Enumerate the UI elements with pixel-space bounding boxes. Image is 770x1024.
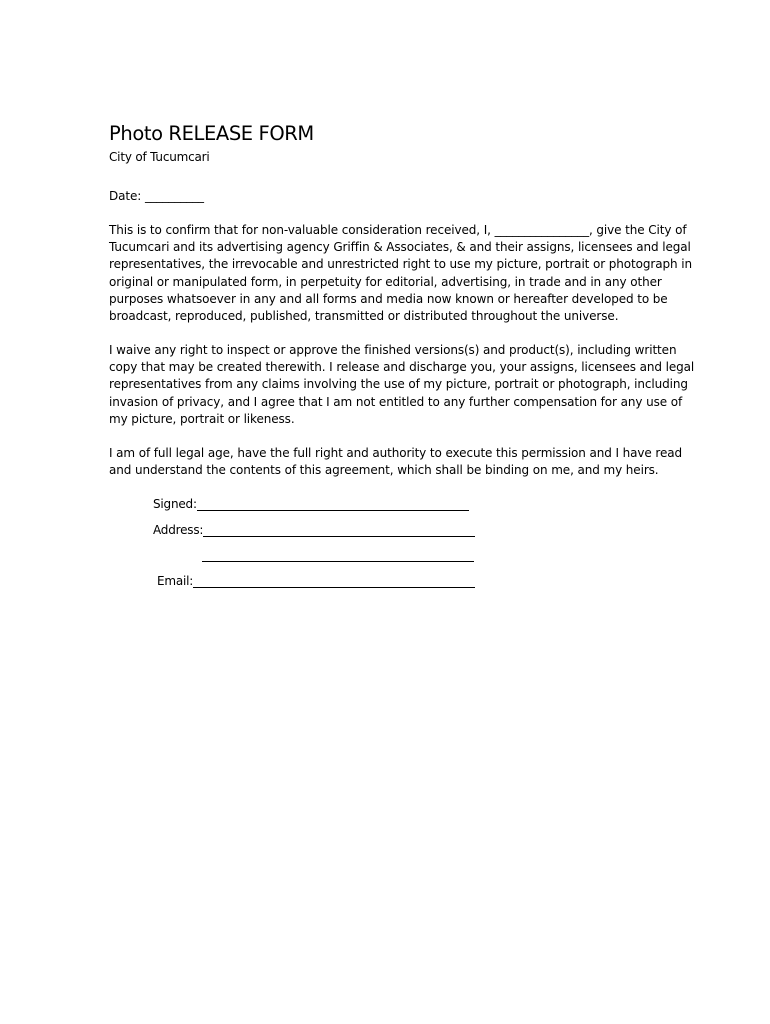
paragraph-line: Tucumcari and its advertising agency Griffin & Associates, & and their assigns, licensees and legal (109, 240, 691, 255)
paragraph-line: representatives from any claims involving the use of my picture, portrait or photograph, including (109, 377, 688, 392)
address-field[interactable] (203, 524, 475, 537)
paragraph-line: broadcast, reproduced, published, transmitted or distributed throughout the universe. (109, 309, 619, 324)
paragraph-line: copy that may be created therewith. I release and discharge you, your assigns, licensees and legal (109, 360, 695, 375)
email-label: Email: (157, 574, 194, 588)
address-row (153, 523, 475, 537)
paragraph-line: This is to confirm that for non-valuable consideration received, I, ________________, give the City of (109, 223, 687, 237)
paragraph-line: my picture, portrait or likeness. (109, 411, 295, 426)
email-field[interactable] (193, 575, 475, 588)
document-subtitle: City of Tucumcari (109, 150, 210, 164)
address-label: Address: (153, 523, 204, 537)
paragraph-line: I waive any right to inspect or approve the finished versions(s) and product(s), including written (109, 343, 677, 357)
paragraph-line: and understand the contents of this agreement, which shall be binding on me, and my heirs. (109, 463, 659, 478)
date-line: Date: __________ (109, 189, 204, 203)
signed-row (153, 497, 469, 511)
paragraph-line: invasion of privacy, and I agree that I am not entitled to any further compensation for any use of (109, 394, 683, 409)
paragraph-legal-age (109, 445, 683, 479)
paragraph-line: original or manipulated form, in perpetuity for editorial, advertising, in trade and in any other (109, 274, 662, 289)
signed-field[interactable] (197, 498, 469, 511)
paragraph-waiver (109, 342, 695, 428)
signed-label: Signed: (153, 497, 197, 511)
paragraph-line: purposes whatsoever in any and all forms and media now known or hereafter developed to be (109, 291, 668, 306)
address-line-2-field[interactable] (202, 549, 474, 562)
paragraph-line: I am of full legal age, have the full right and authority to execute this permission and I have read (109, 446, 683, 460)
email-row (157, 574, 475, 588)
document-title: Photo RELEASE FORM (109, 122, 314, 145)
paragraph-line: representatives, the irrevocable and unrestricted right to use my picture, portrait or photograph in (109, 257, 692, 272)
address-line-2-row (202, 549, 474, 562)
paragraph-consideration (109, 222, 692, 325)
